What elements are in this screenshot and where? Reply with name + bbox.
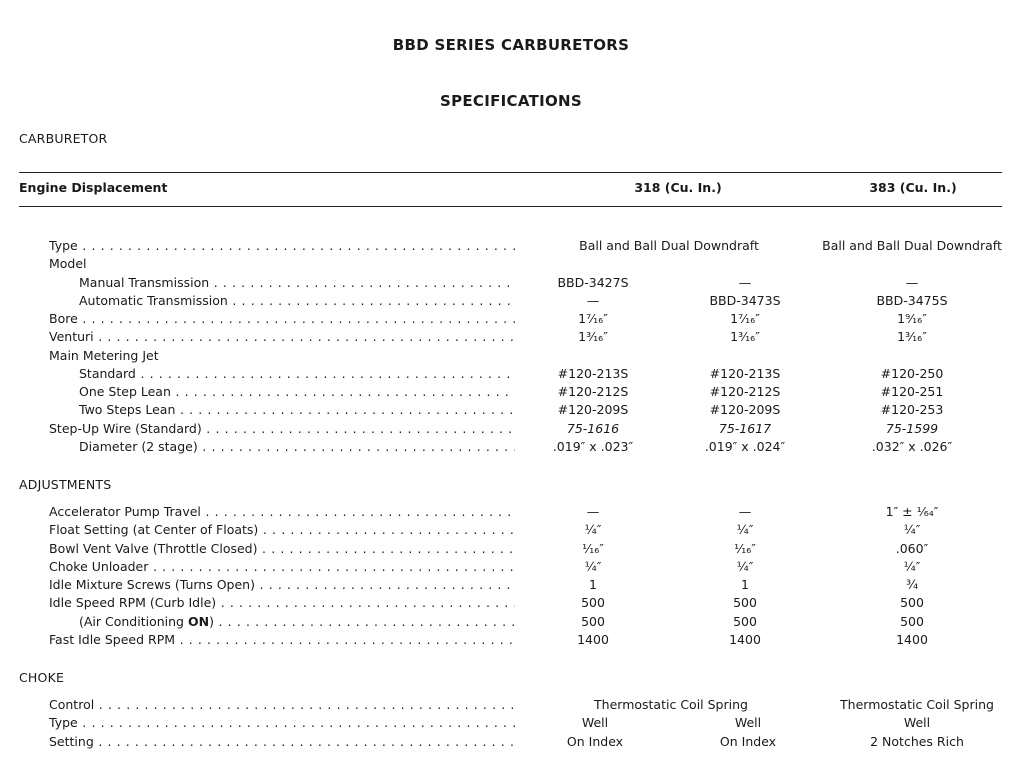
spec-value-318-auto: 75-1617 — [718, 421, 772, 436]
spec-row — [0, 366, 1022, 384]
spec-label: Fast Idle Speed RPM . . . — [49, 632, 515, 647]
spec-value-383: Well — [903, 715, 931, 730]
spec-label: Accelerator Pump Travel . . . — [49, 504, 515, 519]
spec-value-318-manual: BBD-3427S — [557, 275, 629, 290]
spec-value-318-manual: 500 — [581, 595, 605, 610]
spec-value-383: 1⁹⁄₁₆″ — [897, 311, 927, 326]
spec-value-318-auto: #120-212S — [709, 384, 781, 399]
spec-row — [0, 384, 1022, 402]
spec-row — [0, 632, 1022, 650]
spec-label: One Step Lean . . . — [79, 384, 515, 399]
spec-value-318-auto: — — [738, 275, 752, 290]
spec-label: Model — [49, 256, 87, 271]
spec-label: Automatic Transmission . . . — [79, 293, 515, 308]
spec-row — [0, 715, 1022, 733]
spec-value-383: #120-250 — [880, 366, 944, 381]
header-label: Engine Displacement — [19, 180, 168, 195]
spec-value-318-auto: .019″ x .024″ — [704, 439, 786, 454]
spec-value-318: Ball and Ball Dual Downdraft — [579, 238, 759, 253]
spec-value-318-manual: #120-212S — [557, 384, 629, 399]
spec-value-383: .032″ x .026″ — [871, 439, 953, 454]
spec-value-318-auto: 1⁷⁄₁₆″ — [730, 311, 760, 326]
header-rule-bottom — [19, 206, 1002, 207]
label-bold: ON — [187, 614, 210, 629]
spec-value-318-auto: ¼″ — [736, 522, 754, 537]
spec-value-318-manual: #120-209S — [557, 402, 629, 417]
spec-value-383: 1³⁄₁₆″ — [897, 329, 927, 344]
spec-value-318-manual: #120-213S — [557, 366, 629, 381]
spec-value-318-auto: 1400 — [729, 632, 761, 647]
page-subtitle: SPECIFICATIONS — [439, 92, 583, 110]
spec-label: Diameter (2 stage) . . . — [79, 439, 515, 454]
spec-label: Control . . . — [49, 697, 515, 712]
spec-value-383: — — [905, 275, 919, 290]
spec-label: Choke Unloader . . . — [49, 559, 515, 574]
label-pre: (Air Conditioning — [79, 614, 188, 629]
spec-row — [0, 256, 1022, 274]
spec-value-383: 2 Notches Rich — [870, 734, 964, 749]
spec-value-318-manual: 1⁷⁄₁₆″ — [578, 311, 608, 326]
spec-value-318: Thermostatic Coil Spring — [594, 697, 748, 712]
spec-value-318-manual: 500 — [581, 614, 605, 629]
spec-row — [0, 348, 1022, 366]
spec-value-318-auto: On Index — [719, 734, 777, 749]
label-post: ) — [209, 614, 214, 629]
spec-row — [0, 697, 1022, 715]
section-choke: CHOKE — [19, 670, 65, 685]
header-rule-top — [19, 172, 1002, 173]
spec-value-318-manual: — — [586, 293, 600, 308]
spec-row — [0, 293, 1022, 311]
spec-label: Manual Transmission . . . — [79, 275, 515, 290]
spec-label: Two Steps Lean . . . — [79, 402, 515, 417]
spec-value-383: 500 — [900, 595, 924, 610]
spec-value-383: ¼″ — [903, 559, 921, 574]
spec-row — [0, 439, 1022, 457]
spec-label: Venturi . . . — [49, 329, 515, 344]
spec-value-383: Thermostatic Coil Spring — [840, 697, 994, 712]
page-title: BBD SERIES CARBURETORS — [392, 36, 630, 54]
spec-row — [0, 577, 1022, 595]
spec-value-383: #120-251 — [880, 384, 944, 399]
spec-row — [0, 595, 1022, 613]
spec-value-318-manual: ¼″ — [584, 559, 602, 574]
spec-value-318-manual: 1³⁄₁₆″ — [578, 329, 608, 344]
spec-value-318-manual: .019″ x .023″ — [552, 439, 634, 454]
spec-value-318-manual: Well — [581, 715, 609, 730]
section-carburetor: CARBURETOR — [19, 131, 108, 146]
spec-row — [0, 734, 1022, 752]
spec-row — [0, 311, 1022, 329]
spec-value-383: ¼″ — [903, 522, 921, 537]
spec-row — [0, 559, 1022, 577]
spec-row — [0, 522, 1022, 540]
spec-label: Idle Mixture Screws (Turns Open) . . . — [49, 577, 515, 592]
spec-label: Setting . . . — [49, 734, 515, 749]
spec-label — [79, 614, 515, 629]
spec-label: Step-Up Wire (Standard) . . . — [49, 421, 515, 436]
spec-value-383: 1″ ± ¹⁄₆₄″ — [885, 504, 939, 519]
spec-value-318-manual: ¹⁄₁₆″ — [582, 541, 604, 556]
spec-label: Main Metering Jet — [49, 348, 159, 363]
spec-value-383: 500 — [900, 614, 924, 629]
spec-value-318-auto: 500 — [733, 595, 757, 610]
spec-value-318-manual: 1400 — [577, 632, 609, 647]
spec-value-318-manual: 75-1616 — [566, 421, 620, 436]
spec-row — [0, 238, 1022, 256]
spec-value-318-auto: ¼″ — [736, 559, 754, 574]
spec-row — [0, 541, 1022, 559]
spec-value-318-auto: 1³⁄₁₆″ — [730, 329, 760, 344]
spec-value-383: BBD-3475S — [876, 293, 948, 308]
spec-value-318-auto: #120-209S — [709, 402, 781, 417]
spec-label: Bowl Vent Valve (Throttle Closed) . . . — [49, 541, 515, 556]
spec-value-318-manual: On Index — [566, 734, 624, 749]
spec-value-318-manual: ¼″ — [584, 522, 602, 537]
spec-value-383: Ball and Ball Dual Downdraft — [822, 238, 1002, 253]
spec-row — [0, 402, 1022, 420]
spec-value-318-manual: 1 — [589, 577, 597, 592]
spec-value-318-auto: #120-213S — [709, 366, 781, 381]
spec-value-318-auto: 1 — [741, 577, 749, 592]
spec-label: Standard . . . — [79, 366, 515, 381]
spec-label: Float Setting (at Center of Floats) . . . — [49, 522, 515, 537]
spec-label: Idle Speed RPM (Curb Idle) . . . — [49, 595, 515, 610]
spec-value-318-auto: Well — [734, 715, 762, 730]
header-383: 383 (Cu. In.) — [869, 180, 957, 195]
spec-row — [0, 421, 1022, 439]
spec-label: Bore . . . — [49, 311, 515, 326]
spec-value-383: ¾ — [905, 577, 919, 592]
spec-value-318-auto: — — [738, 504, 752, 519]
spec-row — [0, 275, 1022, 293]
section-adjustments: ADJUSTMENTS — [19, 477, 112, 492]
spec-row — [0, 329, 1022, 347]
spec-value-318-auto: ¹⁄₁₆″ — [734, 541, 756, 556]
header-318: 318 (Cu. In.) — [634, 180, 722, 195]
spec-row — [0, 614, 1022, 632]
spec-row — [0, 504, 1022, 522]
spec-label: Type . . . — [49, 715, 515, 730]
spec-value-383: 1400 — [896, 632, 928, 647]
spec-label: Type . . . — [49, 238, 515, 253]
spec-value-318-auto: BBD-3473S — [709, 293, 781, 308]
spec-value-318-auto: 500 — [733, 614, 757, 629]
spec-value-383: 75-1599 — [885, 421, 939, 436]
spec-value-383: #120-253 — [880, 402, 944, 417]
spec-value-383: .060″ — [895, 541, 929, 556]
spec-value-318-manual: — — [586, 504, 600, 519]
